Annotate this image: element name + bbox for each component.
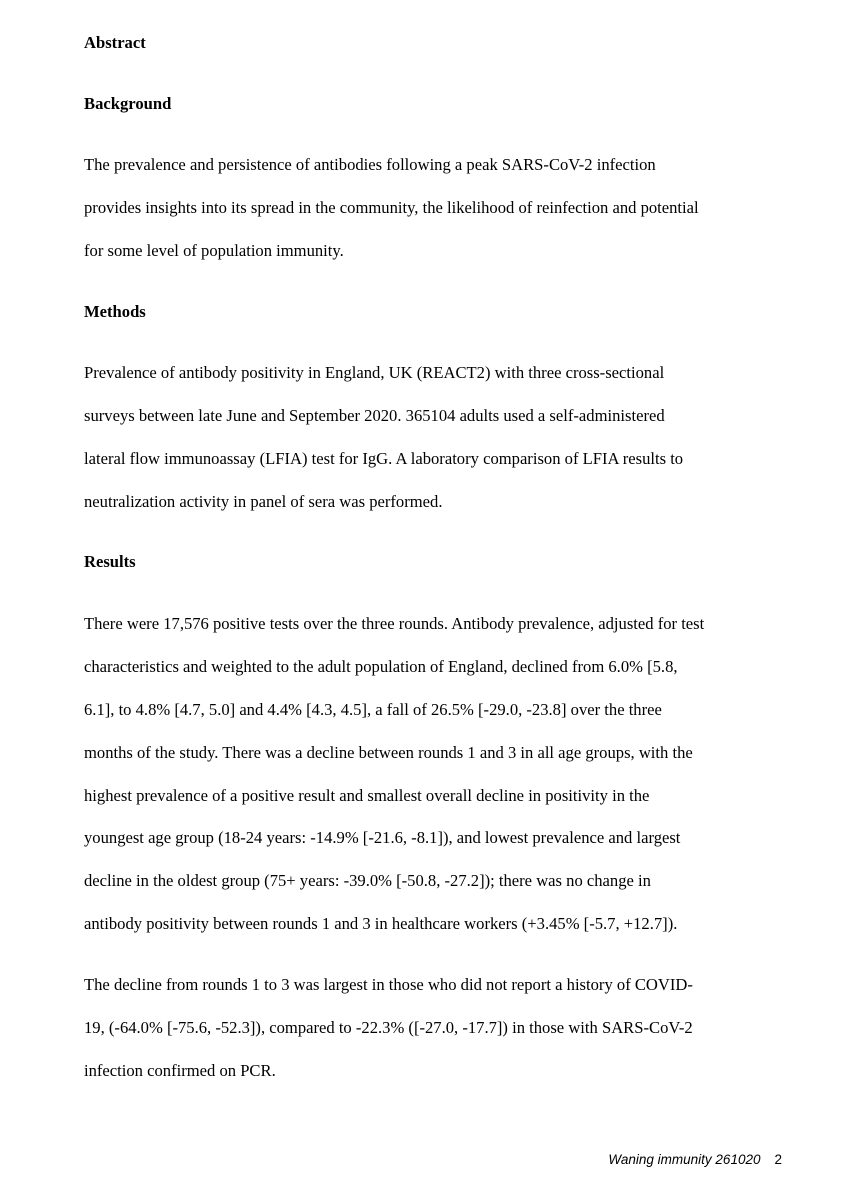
text-line: youngest age group (18-24 years: -14.9% [-21.6, -8.1]), and lowest prevalence and largest bbox=[84, 828, 681, 847]
text-line: provides insights into its spread in the community, the likelihood of reinfection and potential bbox=[84, 198, 699, 217]
text-line: There were 17,576 positive tests over the three rounds. Antibody prevalence, adjusted for test bbox=[84, 614, 705, 633]
text-line: highest prevalence of a positive result and smallest overall decline in positivity in the bbox=[84, 786, 650, 805]
text-line: neutralization activity in panel of sera was performed. bbox=[84, 492, 443, 511]
text-line: lateral flow immunoassay (LFIA) test for IgG. A laboratory comparison of LFIA results to bbox=[84, 449, 684, 468]
abstract-heading: Abstract bbox=[84, 33, 146, 52]
running-title: Waning immunity 261020 bbox=[608, 1152, 761, 1167]
text-line: The prevalence and persistence of antibodies following a peak SARS-CoV-2 infection bbox=[84, 155, 656, 174]
text-line: antibody positivity between rounds 1 and 3 in healthcare workers (+3.45% [-5.7, +12.7]). bbox=[84, 914, 678, 933]
text-line: for some level of population immunity. bbox=[84, 241, 344, 260]
text-line: Prevalence of antibody positivity in England, UK (REACT2) with three cross-sectional bbox=[84, 363, 665, 382]
methods-heading: Methods bbox=[84, 302, 146, 321]
text-line: The decline from rounds 1 to 3 was largest in those who did not report a history of COVID- bbox=[84, 975, 693, 994]
text-line: months of the study. There was a decline between rounds 1 and 3 in all age groups, with the bbox=[84, 743, 693, 762]
text-line: decline in the oldest group (75+ years: -39.0% [-50.8, -27.2]); there was no change in bbox=[84, 871, 651, 890]
text-line: 19, (-64.0% [-75.6, -52.3]), compared to -22.3% ([-27.0, -17.7]) in those with SARS-CoV-2 bbox=[84, 1018, 693, 1037]
page-number: 2 bbox=[774, 1152, 782, 1167]
text-line: surveys between late June and September 2020. 365104 adults used a self-administered bbox=[84, 406, 665, 425]
page-footer bbox=[608, 1151, 782, 1169]
results-heading: Results bbox=[84, 552, 136, 571]
background-heading: Background bbox=[84, 94, 172, 113]
text-line: infection confirmed on PCR. bbox=[84, 1061, 276, 1080]
text-line: 6.1], to 4.8% [4.7, 5.0] and 4.4% [4.3, 4.5], a fall of 26.5% [-29.0, -23.8] over the three bbox=[84, 700, 662, 719]
text-line: characteristics and weighted to the adult population of England, declined from 6.0% [5.8, bbox=[84, 657, 678, 676]
